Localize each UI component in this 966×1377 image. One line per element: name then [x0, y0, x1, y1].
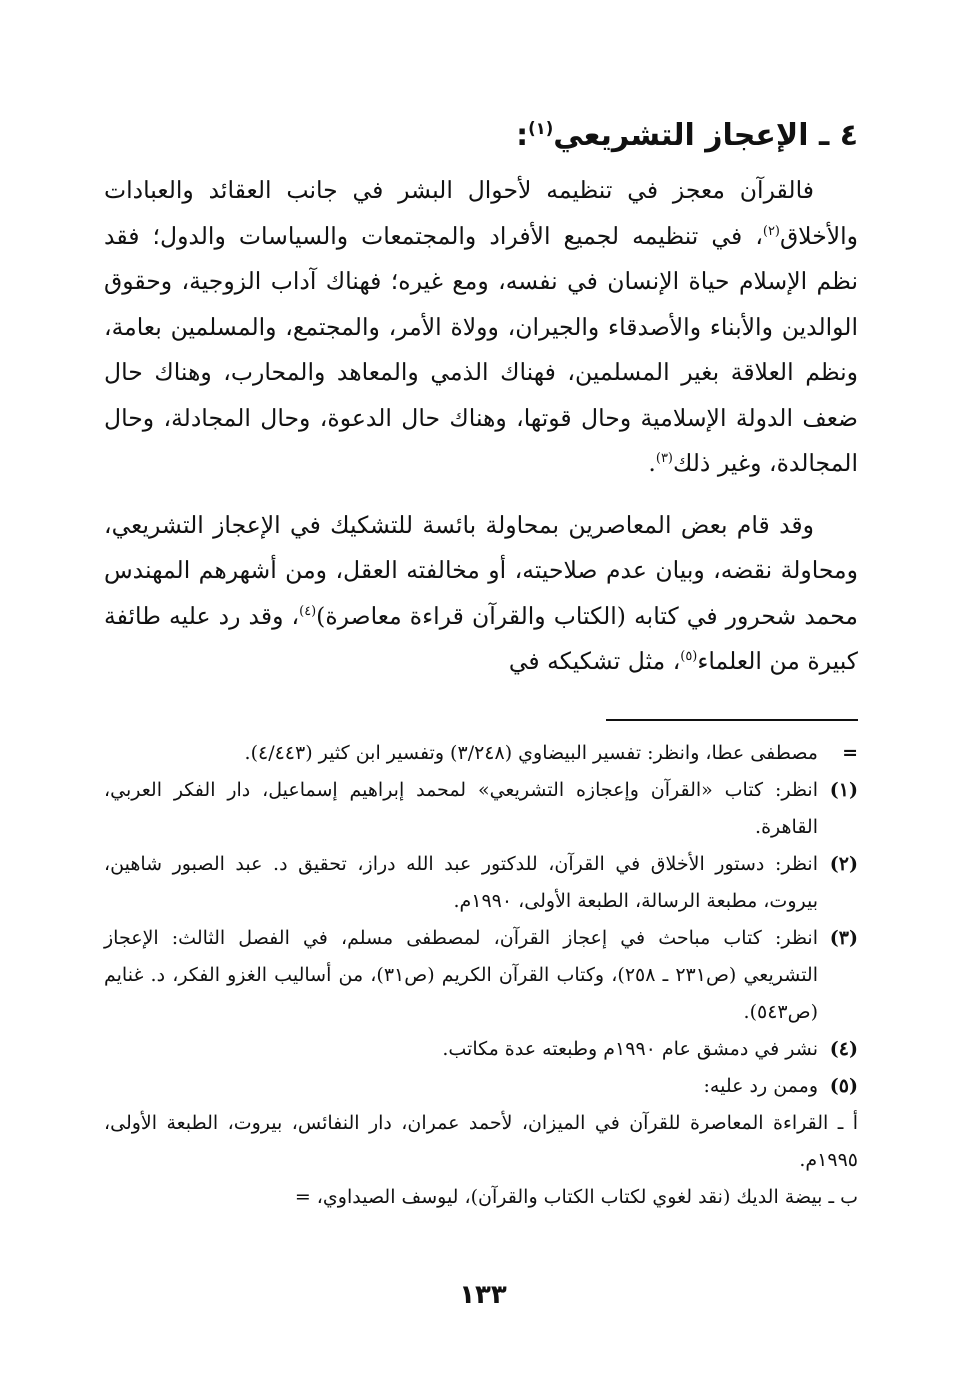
footnote-marker: (١) — [829, 778, 858, 801]
footnote-continuation — [104, 735, 858, 772]
footnote-4 — [104, 1031, 858, 1068]
footnote-text: وممن رد عليه: — [703, 1074, 818, 1097]
paragraph-text: . — [648, 449, 656, 477]
footnote-text: انظر: دستور الأخلاق في القرآن، للدكتور عبد الله دراز، تحقيق د. عبد الصبور شاهين، بيروت، مطبعة الرسالة، الطبعة الأولى، ١٩٩٠م. — [104, 852, 818, 912]
heading-footnote-ref[interactable]: (١) — [528, 119, 554, 138]
footnote-divider — [606, 719, 858, 721]
paragraph-text: وقد قام بعض المعاصرين بمحاولة بائسة للتشكيك في الإعجاز التشريعي، ومحاولة نقضه، وبيان عدم صلاحيته، أو مخالفته العقل، ومن أشهرهم المهندس محمد شحرور في كتابه (الكتاب والقرآن قراءة معاصرة) — [104, 510, 858, 630]
footnote-marker: (٥) — [829, 1074, 858, 1097]
footnotes — [104, 735, 858, 1216]
section-heading — [104, 108, 858, 164]
footnote-sub-item-b: ب ـ بيضة الديك (نقد لغوي لكتاب الكتاب والقرآن)، ليوسف الصيداوي، = — [294, 1185, 858, 1208]
footnote-ref-2[interactable]: (٢) — [762, 223, 780, 239]
footnote-3 — [104, 920, 858, 1031]
footnote-2 — [104, 846, 858, 920]
page-number: ١٣٣ — [459, 1280, 507, 1310]
heading-text: ٤ ـ الإعجاز التشريعي — [553, 118, 858, 153]
footnote-sub-item-a: أ ـ القراءة المعاصرة للقرآن في الميزان، لأحمد عمران، دار النفائس، بيروت، الطبعة الأولى، ١٩٩٥م. — [104, 1111, 858, 1171]
footnote-marker: (٤) — [829, 1037, 858, 1060]
body-paragraph-1 — [104, 168, 858, 487]
heading-colon: : — [516, 118, 529, 153]
paragraph-text: فالقرآن معجز في تنظيمه لأحوال البشر في جانب العقائد والعبادات والأخلاق — [104, 176, 858, 250]
paragraph-text: ، مثل تشكيكه في — [508, 647, 681, 675]
footnote-text: مصطفى عطا، وانظر: تفسير البيضاوي (٣/٢٤٨) وتفسير ابن كثير (٤/٤٤٣). — [244, 741, 818, 764]
footnote-1 — [104, 772, 858, 846]
footnote-ref-4[interactable]: (٤) — [299, 603, 317, 619]
paragraph-text: ، وقد رد عليه طائفة كبيرة من العلماء — [104, 601, 858, 675]
body-paragraph-2 — [104, 503, 858, 685]
footnote-text: انظر: كتاب «القرآن وإعجازه التشريعي» لمحمد إبراهيم إسماعيل، دار الفكر العربي، القاهرة. — [104, 778, 818, 838]
footnote-marker: (٣) — [829, 926, 858, 949]
footnote-marker: = — [842, 741, 858, 764]
paragraph-text: ، في تنظيمه لجميع الأفراد والمجتمعات والسياسات والدول؛ فقد نظم الإسلام حياة الإنسان في نفسه، ومع غيره؛ فهناك آداب الزوجية، وحقوق الوالدين والأبناء والأصدقاء والجيران، وولاة الأمر، والمجتمع، والمسلمين بعامة، ونظم العلاقة بغير المسلمين، فهناك الذمي والمعاهد والمحارب، وهناك حال ضعف الدولة الإسلامية وحال قوتها، وهناك حال الدعوة، وحال المجادلة، وحال المجالدة، وغير ذلك — [104, 221, 858, 477]
footnote-text: نشر في دمشق عام ١٩٩٠م وطبعته عدة مكاتب. — [442, 1037, 818, 1060]
footnote-ref-3[interactable]: (٣) — [655, 451, 673, 467]
footnote-5 — [104, 1068, 858, 1105]
footnote-text: انظر: كتاب مباحث في إعجاز القرآن، لمصطفى مسلم، في الفصل الثالث: الإعجاز التشريعي (ص٢٣١ ـ ٢٥٨)، وكتاب القرآن الكريم (ص٣١)، من أساليب الغزو الفكر، د. غنايم (ص٥٤٣). — [104, 926, 818, 1023]
footnote-ref-5[interactable]: (٥) — [680, 649, 698, 665]
footnote-marker: (٢) — [829, 852, 858, 875]
